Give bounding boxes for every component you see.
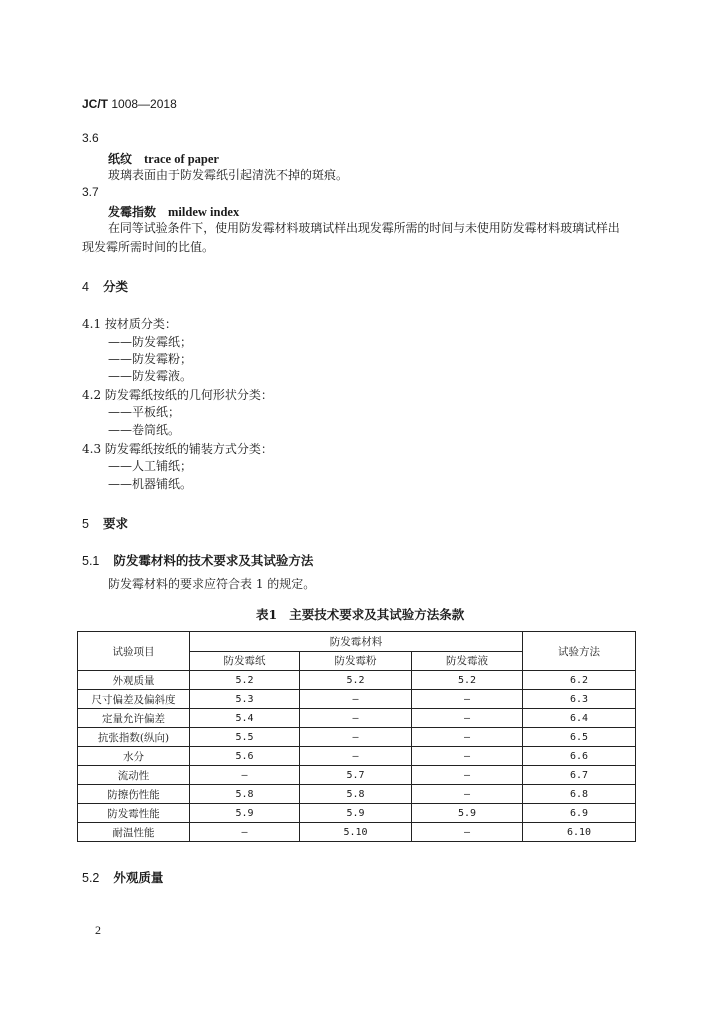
cell-item: 耐温性能: [78, 823, 190, 842]
clause-title: 外观质量: [113, 870, 164, 885]
cell-paper: 5.4: [190, 709, 300, 728]
cell-item: 定量允许偏差: [78, 709, 190, 728]
list-item: ——防发霉液。: [108, 369, 193, 383]
table-row: [78, 766, 636, 785]
cell-liquid: —: [412, 747, 523, 766]
list-item: ——防发霉纸；: [108, 335, 193, 349]
table-row: [78, 804, 636, 823]
cell-powder: —: [300, 747, 412, 766]
cell-method: 6.10: [523, 823, 636, 842]
cell-powder: 5.9: [300, 804, 412, 823]
list-item: ——防发霉粉；: [108, 352, 193, 366]
clause-5-1-text: 防发霉材料的要求应符合表 1 的规定。: [108, 577, 316, 591]
cell-method: 6.5: [523, 728, 636, 747]
cell-item: 水分: [78, 747, 190, 766]
cell-item: 防发霉性能: [78, 804, 190, 823]
section-5-heading: [82, 514, 128, 532]
cell-item: 尺寸偏差及偏斜度: [78, 690, 190, 709]
table-label: 表1: [256, 607, 278, 622]
cell-item: 流动性: [78, 766, 190, 785]
cell-paper: 5.2: [190, 671, 300, 690]
cell-liquid: —: [412, 766, 523, 785]
cell-powder: 5.7: [300, 766, 412, 785]
standard-code: 1008—2018: [111, 97, 177, 111]
col-header-method: 试验方法: [523, 632, 636, 671]
cell-paper: 5.3: [190, 690, 300, 709]
col-header-group: 防发霉材料: [190, 632, 523, 652]
clause-number: 5.1: [82, 554, 100, 568]
col-header-paper: 防发霉纸: [190, 651, 300, 671]
cell-item: 防擦伤性能: [78, 785, 190, 804]
cell-powder: —: [300, 709, 412, 728]
cell-paper: —: [190, 823, 300, 842]
cell-item: 抗张指数(纵向): [78, 728, 190, 747]
term-cn: 发霉指数: [108, 205, 157, 219]
clause-3-6-number: 3.6: [82, 131, 99, 145]
cell-method: 6.4: [523, 709, 636, 728]
clause-3-7-definition-line1: 在同等试验条件下，使用防发霉材料玻璃试样出现发霉所需的时间与未使用防发霉材料玻璃试样出: [108, 221, 620, 235]
cell-method: 6.8: [523, 785, 636, 804]
cell-liquid: —: [412, 709, 523, 728]
list-item: ——卷筒纸。: [108, 423, 181, 437]
table-row: [78, 671, 636, 690]
list-item: ——人工铺纸；: [108, 459, 193, 473]
cell-liquid: 5.9: [412, 804, 523, 823]
clause-3-7-number: 3.7: [82, 185, 99, 199]
cell-powder: 5.10: [300, 823, 412, 842]
requirements-table: [77, 631, 636, 842]
table-1-caption: [256, 605, 464, 623]
table-row: [78, 747, 636, 766]
cell-powder: 5.2: [300, 671, 412, 690]
cell-item: 外观质量: [78, 671, 190, 690]
cell-method: 6.3: [523, 690, 636, 709]
cell-paper: 5.6: [190, 747, 300, 766]
term-en: mildew index: [168, 205, 240, 219]
term-cn: 纸纹: [108, 152, 133, 166]
section-title: 分类: [102, 279, 128, 294]
page-number: 2: [95, 923, 101, 937]
section-number: 4: [82, 280, 89, 294]
section-4-heading: [82, 277, 128, 295]
clause-4-2-intro: 4.2 防发霉纸按纸的几何形状分类：: [82, 388, 273, 402]
clause-3-6-term: [108, 150, 219, 167]
term-en: trace of paper: [144, 152, 219, 166]
cell-paper: —: [190, 766, 300, 785]
table-row: [78, 823, 636, 842]
col-header-liquid: 防发霉液: [412, 651, 523, 671]
cell-paper: 5.5: [190, 728, 300, 747]
cell-method: 6.7: [523, 766, 636, 785]
clause-4-3-intro: 4.3 防发霉纸按纸的铺装方式分类：: [82, 442, 273, 456]
clause-number: 5.2: [82, 871, 100, 885]
table-row: [78, 690, 636, 709]
table-row: [78, 728, 636, 747]
clause-3-6-definition: 玻璃表面由于防发霉纸引起清洗不掉的斑痕。: [108, 168, 349, 182]
cell-paper: 5.8: [190, 785, 300, 804]
section-title: 要求: [102, 516, 128, 531]
list-item: ——机器铺纸。: [108, 477, 193, 491]
table-caption-text: 主要技术要求及其试验方法条款: [289, 607, 465, 622]
cell-liquid: —: [412, 690, 523, 709]
clause-5-1-heading: [82, 551, 313, 569]
list-item: ——平板纸；: [108, 405, 181, 419]
cell-powder: 5.8: [300, 785, 412, 804]
col-header-item: 试验项目: [78, 632, 190, 671]
cell-powder: —: [300, 728, 412, 747]
clause-4-1-intro: 4.1 按材质分类：: [82, 317, 177, 331]
cell-liquid: —: [412, 823, 523, 842]
clause-title: 防发霉材料的技术要求及其试验方法: [113, 553, 314, 568]
cell-liquid: 5.2: [412, 671, 523, 690]
clause-5-2-heading: [82, 868, 163, 886]
col-header-powder: 防发霉粉: [300, 651, 412, 671]
cell-method: 6.2: [523, 671, 636, 690]
cell-liquid: —: [412, 728, 523, 747]
cell-paper: 5.9: [190, 804, 300, 823]
cell-liquid: —: [412, 785, 523, 804]
clause-3-7-term: [108, 203, 239, 220]
cell-method: 6.9: [523, 804, 636, 823]
standard-prefix: JC/T: [82, 97, 109, 111]
clause-3-7-definition-line2: 现发霉所需时间的比值。: [82, 240, 215, 254]
table-row: [78, 785, 636, 804]
cell-method: 6.6: [523, 747, 636, 766]
section-number: 5: [82, 517, 89, 531]
table-row: [78, 709, 636, 728]
cell-powder: —: [300, 690, 412, 709]
standard-header: [82, 97, 177, 111]
